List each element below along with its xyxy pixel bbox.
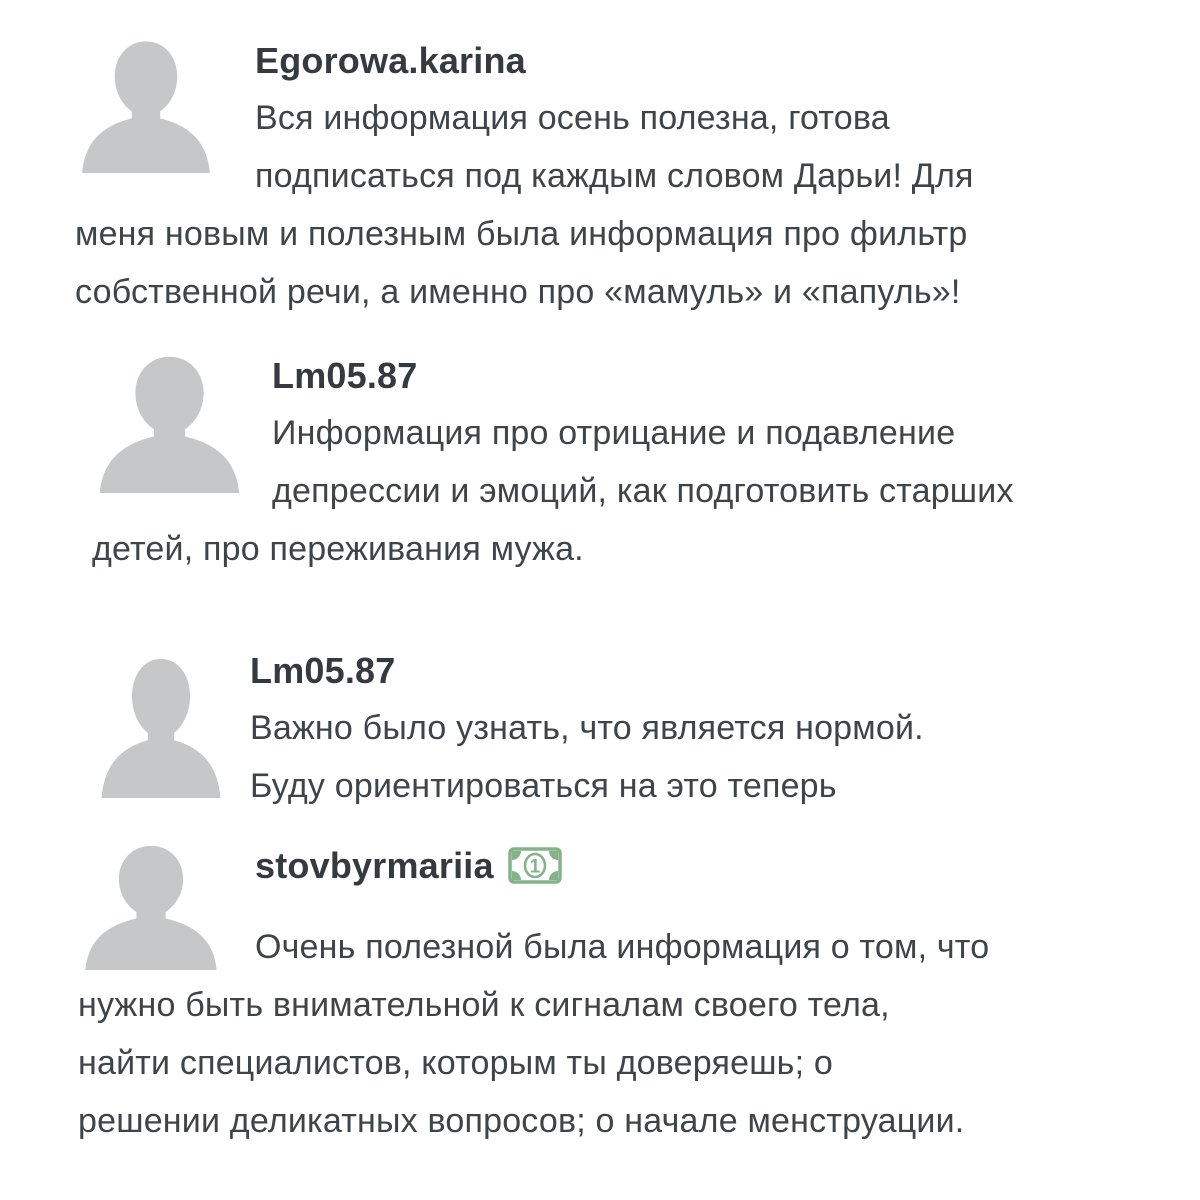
avatar[interactable] <box>92 348 247 493</box>
comment-text-line: собственной речи, а именно про «мамуль» и «папуль»! <box>75 273 961 311</box>
username-link[interactable]: Lm05.87 <box>272 355 418 396</box>
person-icon <box>75 33 217 173</box>
comment-text-line: Важно было узнать, что является нормой. <box>250 709 924 747</box>
username-text: stovbyrmariia <box>255 845 494 886</box>
comment-text-line: подписаться под каждым словом Дарьи! Для <box>255 157 974 195</box>
comment-text-line: Очень полезной была информация о том, что <box>255 928 990 966</box>
svg-text:1: 1 <box>529 856 541 878</box>
avatar[interactable] <box>75 33 217 173</box>
avatar[interactable] <box>95 650 227 798</box>
comment-lm05-first <box>0 348 1200 578</box>
username-link[interactable] <box>78 838 1160 894</box>
comment-text-line: нужно быть внимательной к сигналам своего тела, <box>78 986 890 1024</box>
username-link[interactable]: Egorowa.karina <box>255 40 526 81</box>
comment-text-line: депрессии и эмоций, как подготовить старших <box>272 472 1014 510</box>
comment-text-line: Вся информация осень полезна, готова <box>255 99 890 137</box>
comment-text-line: Буду ориентироваться на это теперь <box>250 767 837 805</box>
avatar[interactable] <box>78 838 224 970</box>
dollar-banknote-icon <box>508 847 562 884</box>
comment-text-line: найти специалистов, которым ты доверяешь; о <box>78 1044 833 1082</box>
comment-egorowa <box>0 33 1200 321</box>
comment-text-line: Информация про отрицание и подавление <box>272 414 956 452</box>
comment-text-line: решении деликатных вопросов; о начале менструации. <box>78 1102 965 1140</box>
username-link[interactable]: Lm05.87 <box>250 650 396 691</box>
person-icon <box>92 348 247 493</box>
comment-stovbyrmariia <box>0 838 1200 1150</box>
person-icon <box>78 838 224 970</box>
comment-text-line: детей, про переживания мужа. <box>92 530 584 568</box>
comment-lm05-second <box>0 643 1200 815</box>
person-icon <box>95 650 227 798</box>
comment-text-line: меня новым и полезным была информация про фильтр <box>75 215 968 253</box>
